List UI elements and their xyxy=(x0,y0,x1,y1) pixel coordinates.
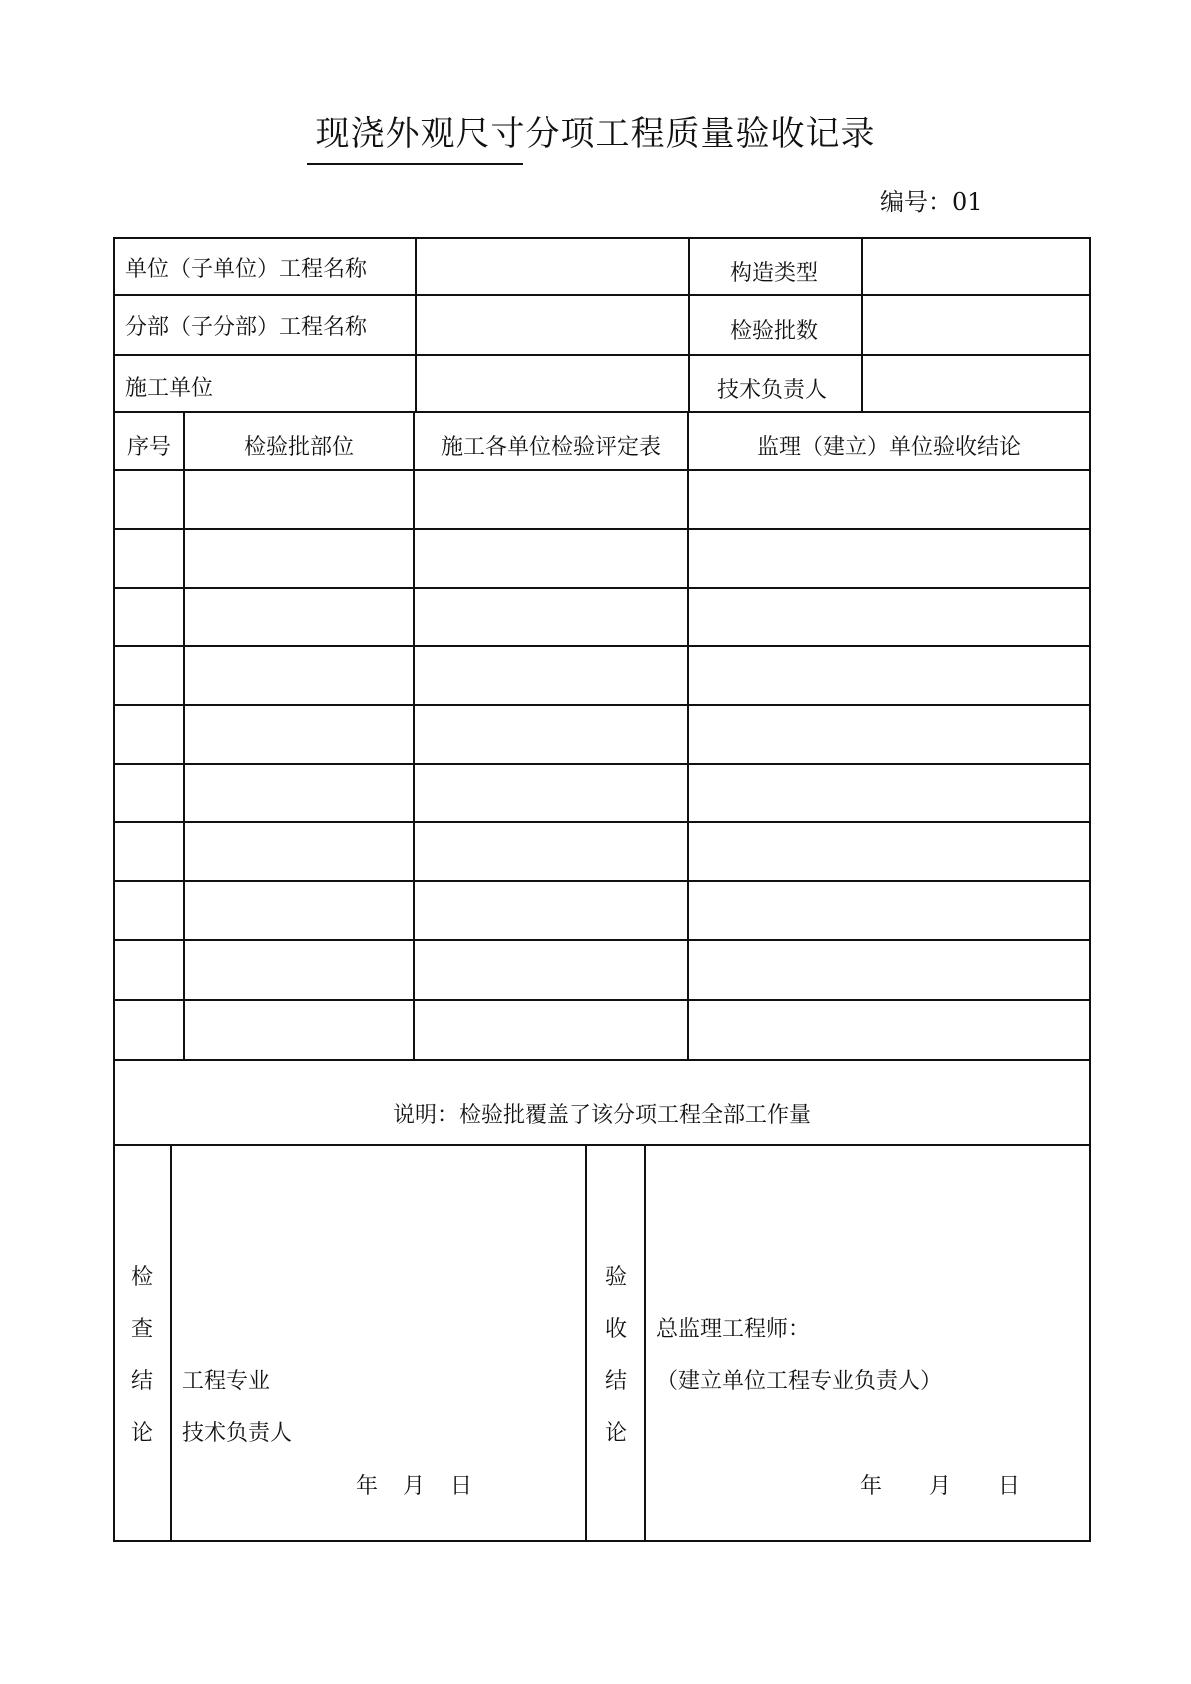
page-title: 现浇外观尺寸分项工程质量验收记录 xyxy=(315,114,876,154)
note-text: 说明：检验批覆盖了该分项工程全部工作量 xyxy=(392,1103,811,1128)
header-eval: 施工各单位检验评定表 xyxy=(440,435,661,460)
inspection-side-char: 查 xyxy=(131,1317,154,1342)
acceptance-side-char: 验 xyxy=(605,1265,628,1290)
inspection-date: 年 月 日 xyxy=(356,1474,472,1499)
inspection-line-1: 工程专业 xyxy=(182,1369,271,1394)
inspection-side-char: 论 xyxy=(131,1421,154,1446)
inspection-line-2: 技术负责人 xyxy=(182,1421,293,1446)
document-number: 编号：01 xyxy=(880,188,983,216)
technical-lead-label: 技术负责人 xyxy=(717,378,828,403)
header-location: 检验批部位 xyxy=(243,435,354,460)
acceptance-line-2: （建立单位工程专业负责人） xyxy=(656,1369,943,1394)
structure-type-label: 构造类型 xyxy=(730,261,819,286)
acceptance-side-char: 结 xyxy=(605,1369,628,1394)
batch-count-label: 检验批数 xyxy=(730,319,819,344)
inspection-side-char: 检 xyxy=(131,1265,154,1290)
acceptance-side-char: 收 xyxy=(605,1317,628,1342)
header-seq: 序号 xyxy=(126,435,171,460)
project-name-label: 单位（子单位）工程名称 xyxy=(125,257,368,282)
division-name-label: 分部（子分部）工程名称 xyxy=(125,315,368,340)
header-conclusion: 监理（建立）单位验收结论 xyxy=(756,435,1021,460)
acceptance-side-char: 论 xyxy=(605,1421,628,1446)
acceptance-line-1: 总监理工程师： xyxy=(656,1317,811,1342)
contractor-label: 施工单位 xyxy=(125,376,214,401)
inspection-side-char: 结 xyxy=(131,1369,154,1394)
acceptance-date: 年 月 日 xyxy=(860,1474,1020,1499)
